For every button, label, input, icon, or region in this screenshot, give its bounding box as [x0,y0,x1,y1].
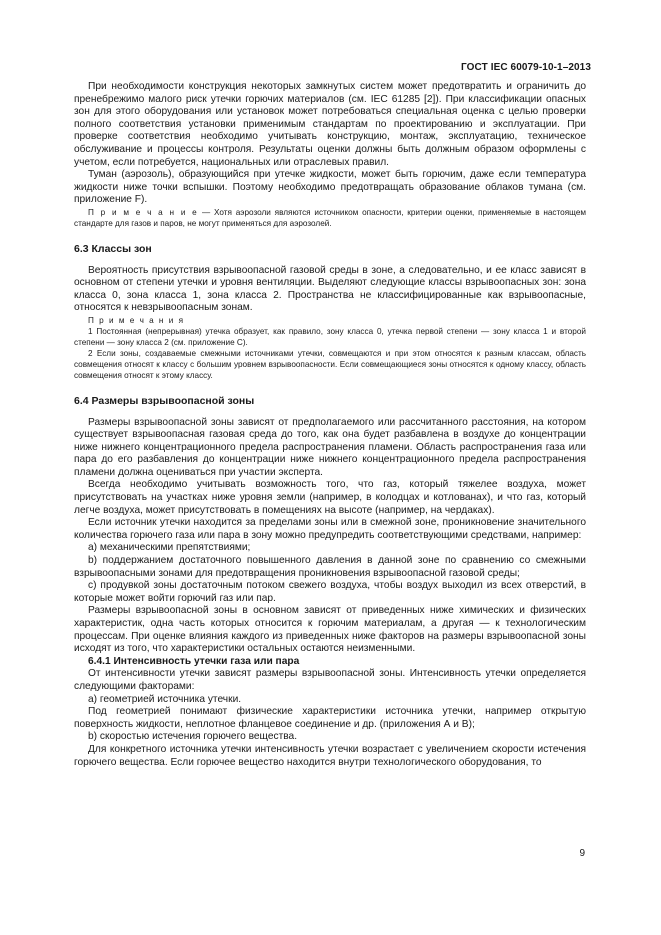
paragraph: Туман (аэрозоль), образующийся при утечке жидкости, может быть горючим, даже если температура жидкости ниже точки вспышки. Поэтому необходимо предотвращать образование облаков тумана (см. приложение F). [74,169,586,206]
list-item: с) продувкой зоны достаточным потоком свежего воздуха, чтобы воздух выходил из всех отверстий, в которые может войти горючий газ или пар. [74,580,586,604]
section-heading-6-3: 6.3 Классы зон [74,242,152,255]
document-code-header: ГОСТ IEC 60079-10-1–2013 [461,62,591,73]
paragraph: Под геометрией понимают физические характеристики источника утечки, например открытую поверхность жидкости, неплотное фланцевое соединение и др. (приложения А и В); [74,706,586,730]
notes-label: П р и м е ч а н и я [88,315,185,325]
note-text: — Хотя аэрозоли являются источником опасности, критерии оценки, применяемые в настоящем стандарте для газов и паров, не могут применяться для аэрозолей. [74,207,587,228]
paragraph: Всегда необходимо учитывать возможность того, что газ, который тяжелее воздуха, может присутствовать на участках ниже уровня земли (например, в колодцах и котлованах), и что газ, который легче воздуха, может присутствовать в помещениях на высоте (например, на чердаках). [74,479,586,516]
list-item: а) механическими препятствиями; [88,542,251,554]
paragraph: Вероятность присутствия взрывоопасной газовой среды в зоне, а следовательно, и ее класс зависят в основном от степени утечки и уровня вентиляции. Выделяют следующие классы взрывоопасных зон: зона класса 0, зона класса 1, зона класса 2. Пространства не классифицированные как взрывоопасные, относятся к невзрывоопасным зонам. [74,264,586,314]
paragraph: Если источник утечки находится за пределами зоны или в смежной зоне, проникновение значительного количества горючего газа или пара в зону можно предупредить соответствующими средствами, например: [74,517,586,541]
section-heading-6-4: 6.4 Размеры взрывоопасной зоны [74,394,255,407]
page-number: 9 [579,848,585,859]
list-item: b) скоростью истечения горючего вещества. [88,731,298,743]
note-label: П р и м е ч а н и е [88,207,199,217]
note-item-2: 2 Если зоны, создаваемые смежными источниками утечки, совмещаются и при этом относятся к разным классам, область совмещения относят к классу с большим уровнем взрывоопасности. Если совмещающиеся зоны относятся к одному классу, область совмещения относят к этому классу. [74,348,586,380]
paragraph: Размеры взрывоопасной зоны зависят от предполагаемого или рассчитанного расстояния, на котором существует взрывоопасная газовая среда до того, как она будет разбавлена в воздухе до концентрации ниже нижнего концентрационного предела распространения пламени. Область распространения газа или пара до его разбавления до концентрации ниже нижнего концентрационного предела распространения пламени должна оцениваться при участии эксперта. [74,416,586,478]
paragraph: При необходимости конструкция некоторых замкнутых систем может предотвратить и ограничить до пренебрежимо малого риск утечки горючих материалов (см. IEC 61285 [2]). При классификации опасных зон для этого оборудования или установок может потребоваться специальная оценка с целью проверки полного соответствия установки применимым стандартам по проектированию и эксплуатации. При проверке соответствия необходимо учитывать конструкцию, монтаж, эксплуатацию, техническое обслуживание и процессы контроля. Результаты оценки должны быть должным образом оформлены с учетом, если потребуется, национальных или отраслевых правил. [74,81,586,168]
subsection-heading-6-4-1: 6.4.1 Интенсивность утечки газа или пара [88,655,300,667]
list-item: а) геометрией источника утечки. [88,693,242,705]
document-body [74,81,586,769]
list-item: b) поддержанием достаточного повышенного давления в данной зоне по сравнению со смежными взрывоопасными зонами для предотвращения проникновения взрывоопасной газовой среды; [74,555,586,579]
note-item-1: 1 Постоянная (непрерывная) утечка образует, как правило, зону класса 0, утечка первой степени — зону класса 1 и второй степени — зону класса 2 (см. приложение С). [74,326,586,347]
paragraph: От интенсивности утечки зависят размеры взрывоопасной зоны. Интенсивность утечки определяется следующими факторами: [74,668,586,692]
paragraph: Размеры взрывоопасной зоны в основном зависят от приведенных ниже химических и физических характеристик, одна часть которых относится к горючим материалам, а другая — к технологическим процессам. При оценке влияния каждого из приведенных ниже факторов на размеры взрывоопасной зоны исходят из того, что характеристики остальных остаются неизменными. [74,605,586,655]
paragraph: Для конкретного источника утечки интенсивность утечки возрастает с увеличением скорости истечения горючего вещества. Если горючее вещество находится внутри технологического оборудования, то [74,743,586,768]
note [74,207,586,229]
